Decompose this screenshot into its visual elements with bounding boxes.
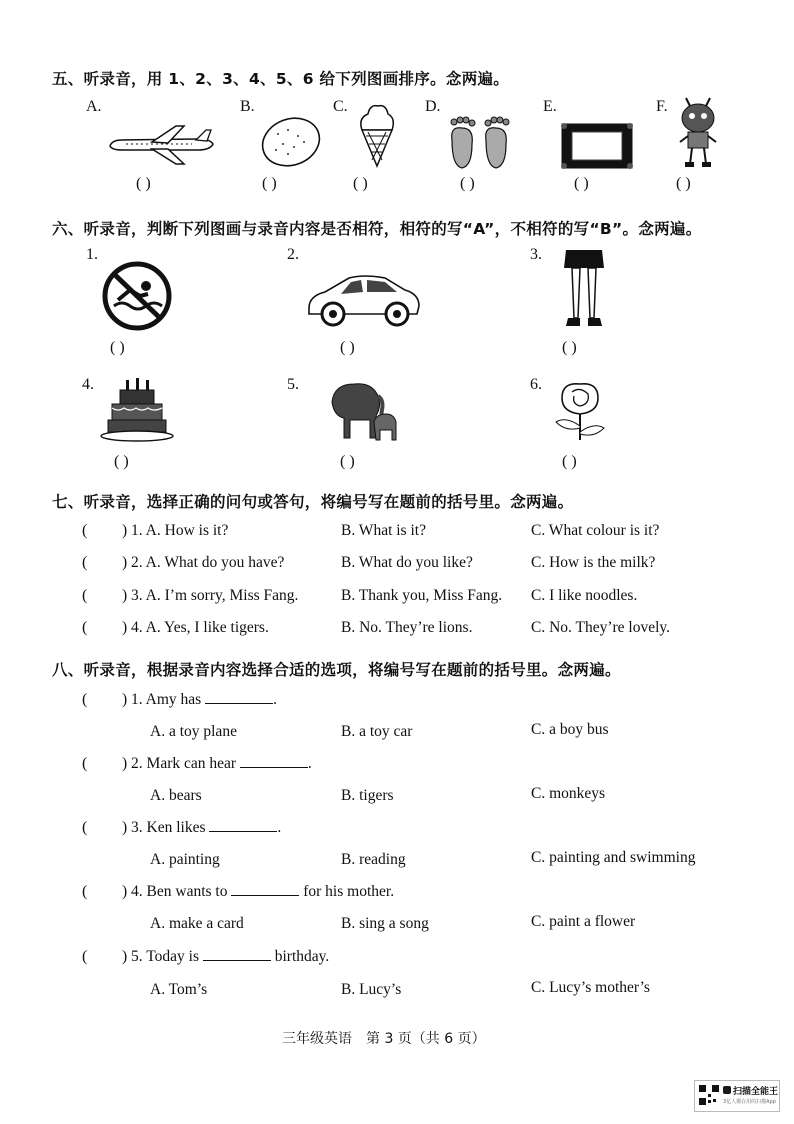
section5-label-e: E.	[543, 98, 557, 115]
option-c: C. paint a flower	[531, 913, 636, 930]
rose-icon	[550, 376, 610, 444]
option-c: C. What colour is it?	[531, 522, 660, 539]
option-c: C. I like noodles.	[531, 587, 638, 604]
stem-text-end: .	[273, 691, 277, 708]
question-stem	[122, 883, 394, 901]
option-c: C. a boy bus	[531, 721, 609, 738]
fill-blank[interactable]	[240, 766, 308, 768]
elephants-icon	[328, 376, 400, 444]
stem-text: ) 5. Today is	[122, 948, 199, 965]
question-stem	[122, 691, 277, 709]
stem-text-end: .	[277, 819, 282, 836]
answer-paren-open[interactable]: (	[82, 948, 88, 965]
question-stem: ) 1. A. How is it?	[122, 522, 229, 539]
section6-label-2: 2.	[287, 246, 299, 263]
fill-blank[interactable]	[231, 894, 299, 896]
option-c: C. No. They’re lovely.	[531, 619, 671, 636]
watermark-sub: 3亿人都在用的扫描App	[723, 1099, 776, 1105]
answer-paren[interactable]: ( )	[340, 453, 355, 470]
car-icon	[305, 268, 423, 330]
option-a: A. bears	[150, 787, 202, 804]
section7-heading: 七、听录音，选择正确的问句或答句，将编号写在题前的括号里。念两遍。	[52, 493, 574, 511]
answer-paren-open[interactable]: (	[82, 522, 88, 539]
option-b: B. No. They’re lions.	[341, 619, 473, 636]
answer-paren-open[interactable]: (	[82, 691, 88, 708]
qr-code-icon	[698, 1084, 720, 1106]
stem-text-end: for his mother.	[303, 883, 395, 900]
answer-paren[interactable]: ( )	[262, 175, 277, 192]
question-stem: ) 4. A. Yes, I like tigers.	[122, 619, 269, 636]
option-c: C. How is the milk?	[531, 554, 656, 571]
no-swimming-icon	[100, 260, 174, 332]
option-a: A. a toy plane	[150, 723, 237, 740]
question-stem	[122, 819, 281, 837]
answer-paren[interactable]: ( )	[353, 175, 368, 192]
section5-label-f: F.	[656, 98, 668, 115]
ice-cream-icon	[354, 100, 400, 170]
option-b: B. sing a song	[341, 915, 429, 932]
answer-paren[interactable]: ( )	[136, 175, 151, 192]
answer-paren[interactable]: ( )	[562, 339, 577, 356]
stem-text-end: .	[307, 755, 312, 772]
answer-paren[interactable]: ( )	[676, 175, 691, 192]
answer-paren-open[interactable]: (	[82, 883, 88, 900]
answer-paren-open[interactable]: (	[82, 755, 88, 772]
answer-paren[interactable]: ( )	[110, 339, 125, 356]
section6-label-3: 3.	[530, 246, 542, 263]
stem-text-end: birthday.	[274, 948, 330, 965]
answer-paren-open[interactable]: (	[82, 819, 88, 836]
lemon-icon	[258, 114, 324, 168]
option-c: C. monkeys	[531, 785, 606, 802]
stem-text: ) 2. Mark can hear	[122, 755, 237, 772]
answer-paren[interactable]: ( )	[574, 175, 589, 192]
scanner-watermark	[694, 1080, 780, 1112]
section5-label-b: B.	[240, 98, 255, 115]
section6-label-4: 4.	[82, 376, 94, 393]
scanner-logo-icon	[723, 1086, 731, 1094]
answer-paren[interactable]: ( )	[460, 175, 475, 192]
section8-heading: 八、听录音，根据录音内容选择合适的选项，将编号写在题前的括号里。念两遍。	[52, 661, 621, 679]
answer-paren-open[interactable]: (	[82, 554, 88, 571]
option-b: B. a toy car	[341, 723, 413, 740]
question-stem: ) 3. A. I’m sorry, Miss Fang.	[122, 587, 299, 604]
option-c: C. painting and swimming	[531, 849, 696, 866]
stem-text: ) 1. Amy has	[122, 691, 202, 708]
picture-frame-icon	[560, 122, 634, 170]
option-b: B. What is it?	[341, 522, 426, 539]
option-b: B. tigers	[341, 787, 394, 804]
section5-label-c: C.	[333, 98, 348, 115]
option-a: A. make a card	[150, 915, 244, 932]
question-stem: ) 2. A. What do you have?	[122, 554, 285, 571]
cake-icon	[100, 374, 174, 444]
section6-label-6: 6.	[530, 376, 542, 393]
watermark-brand: 扫描全能王	[733, 1087, 779, 1097]
option-a: A. painting	[150, 851, 220, 868]
stem-text: ) 3. Ken likes	[122, 819, 206, 836]
answer-paren[interactable]: ( )	[114, 453, 129, 470]
question-stem	[122, 948, 329, 966]
option-c: C. Lucy’s mother’s	[531, 979, 650, 996]
answer-paren[interactable]: ( )	[340, 339, 355, 356]
robot-icon	[676, 96, 720, 172]
section6-label-5: 5.	[287, 376, 299, 393]
section5-heading: 五、听录音，用 1、2、3、4、5、6 给下列图画排序。念两遍。	[52, 70, 510, 88]
option-b: B. What do you like?	[341, 554, 473, 571]
answer-paren-open[interactable]: (	[82, 619, 88, 636]
stem-text: ) 4. Ben wants to	[122, 883, 228, 900]
section5-label-a: A.	[86, 98, 102, 115]
option-b: B. Thank you, Miss Fang.	[341, 587, 503, 604]
option-b: B. Lucy’s	[341, 981, 402, 998]
fill-blank[interactable]	[203, 959, 271, 961]
fill-blank[interactable]	[209, 830, 277, 832]
option-b: B. reading	[341, 851, 406, 868]
answer-paren[interactable]: ( )	[562, 453, 577, 470]
section6-heading: 六、听录音，判断下列图画与录音内容是否相符，相符的写“A”，不相符的写“B”。念两遍。	[52, 220, 702, 238]
fill-blank[interactable]	[205, 702, 273, 704]
option-a: A. Tom’s	[150, 981, 208, 998]
section5-label-d: D.	[425, 98, 441, 115]
page-footer: 三年级英语 第 3 页（共 6 页）	[282, 1031, 486, 1047]
section6-label-1: 1.	[86, 246, 98, 263]
question-stem	[122, 755, 312, 773]
legs-skirt-icon	[562, 248, 606, 330]
footprints-icon	[446, 116, 516, 172]
answer-paren-open[interactable]: (	[82, 587, 88, 604]
airplane-icon	[106, 122, 216, 168]
